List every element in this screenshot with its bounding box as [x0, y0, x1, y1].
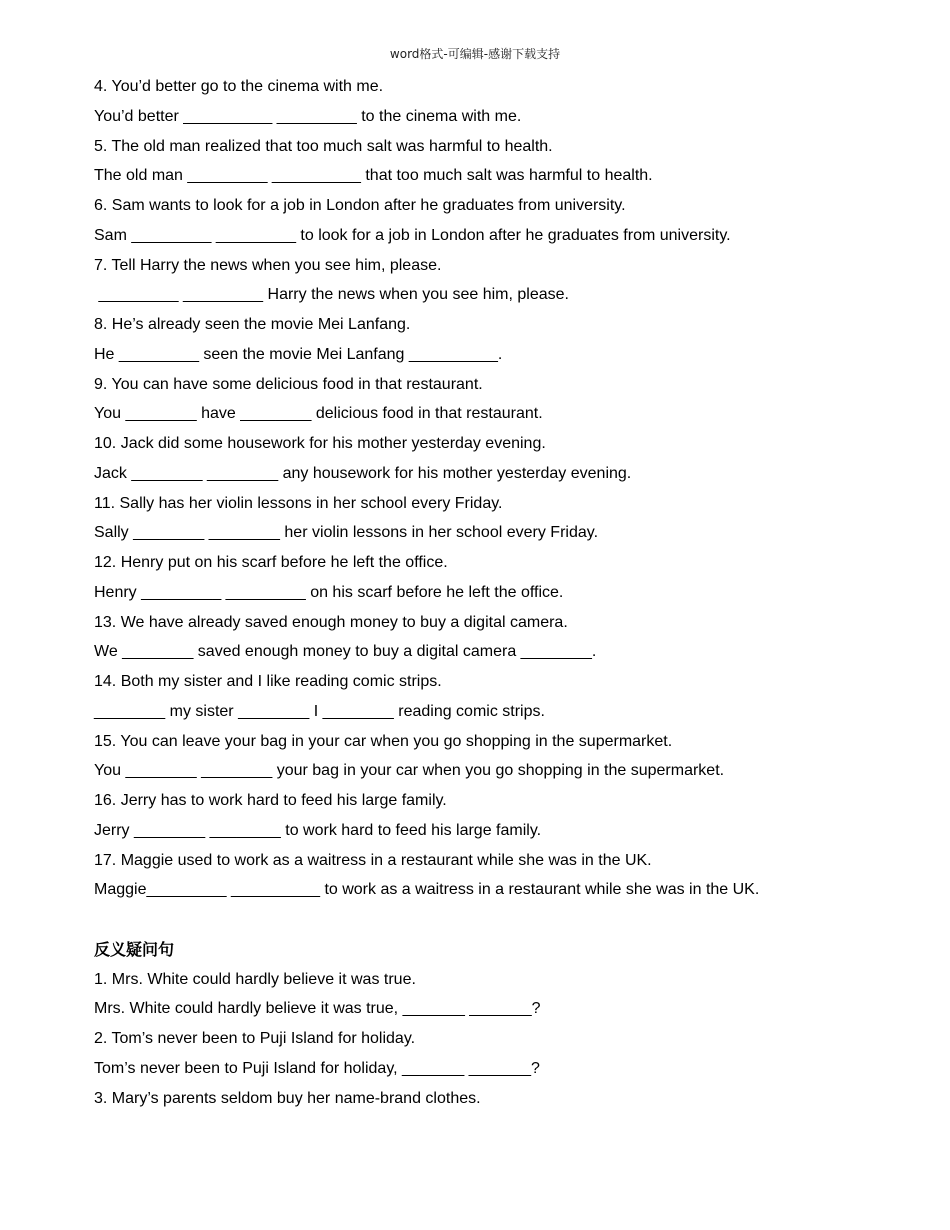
question-line: 7. Tell Harry the news when you see him, please. [94, 256, 442, 274]
question-line: 9. You can have some delicious food in that restaurant. [94, 375, 483, 393]
document-body [94, 76, 924, 1117]
question-line: 8. He’s already seen the movie Mei Lanfang. [94, 316, 411, 333]
question-line: 10. Jack did some housework for his mother yesterday evening. [94, 435, 546, 452]
section-spacer [94, 909, 924, 939]
question-line: 11. Sally has her violin lessons in her school every Friday. [94, 494, 503, 512]
question-line: 2. Tom’s never been to Puji Island for holiday. [94, 1030, 416, 1047]
page-header: word格式-可编辑-感谢下载支持 [389, 47, 561, 61]
question-line: 3. Mary’s parents seldom buy her name-brand clothes. [94, 1089, 481, 1107]
question-line: 14. Both my sister and I like reading comic strips. [94, 673, 442, 690]
question-line: 4. You’d better go to the cinema with me. [94, 78, 384, 95]
rewrite-line: Sam _________ _________ to look for a job in London after he graduates from university. [94, 226, 731, 244]
question-line: 12. Henry put on his scarf before he left the office. [94, 554, 448, 571]
question-line: 17. Maggie used to work as a waitress in a restaurant while she was in the UK. [94, 851, 652, 869]
rewrite-line: Jack ________ ________ any housework for his mother yesterday evening. [94, 464, 632, 482]
rewrite-line: Sally ________ ________ her violin lessons in her school every Friday. [94, 524, 599, 542]
question-line: 16. Jerry has to work hard to feed his large family. [94, 792, 447, 809]
rewrite-line: Mrs. White could hardly believe it was true, _______ _______? [94, 1000, 541, 1018]
question-line: 6. Sam wants to look for a job in London after he graduates from university. [94, 197, 626, 214]
rewrite-line: Tom’s never been to Puji Island for holiday, _______ _______? [94, 1059, 540, 1077]
rewrite-line: You ________ ________ your bag in your car when you go shopping in the supermarket. [94, 762, 725, 780]
rewrite-line: We ________ saved enough money to buy a digital camera ________. [94, 643, 597, 661]
section-title: 反义疑问句 [94, 939, 175, 959]
question-line: 13. We have already saved enough money to buy a digital camera. [94, 613, 568, 631]
question-line: 5. The old man realized that too much salt was harmful to health. [94, 137, 553, 155]
rewrite-line: _________ _________ Harry the news when you see him, please. [94, 286, 569, 304]
question-line: 15. You can leave your bag in your car when you go shopping in the supermarket. [94, 732, 673, 750]
rewrite-line: Henry _________ _________ on his scarf before he left the office. [94, 583, 564, 601]
question-line: 1. Mrs. White could hardly believe it was true. [94, 970, 416, 988]
rewrite-line: Maggie_________ __________ to work as a waitress in a restaurant while she was in the UK. [94, 881, 760, 899]
rewrite-line: He _________ seen the movie Mei Lanfang __________. [94, 345, 503, 363]
rewrite-line: The old man _________ __________ that too much salt was harmful to health. [94, 167, 653, 185]
rewrite-line: ________ my sister ________ I ________ reading comic strips. [94, 702, 545, 720]
rewrite-line: You’d better __________ _________ to the cinema with me. [94, 107, 522, 125]
rewrite-line: You ________ have ________ delicious food in that restaurant. [94, 405, 543, 423]
rewrite-line: Jerry ________ ________ to work hard to feed his large family. [94, 821, 542, 839]
